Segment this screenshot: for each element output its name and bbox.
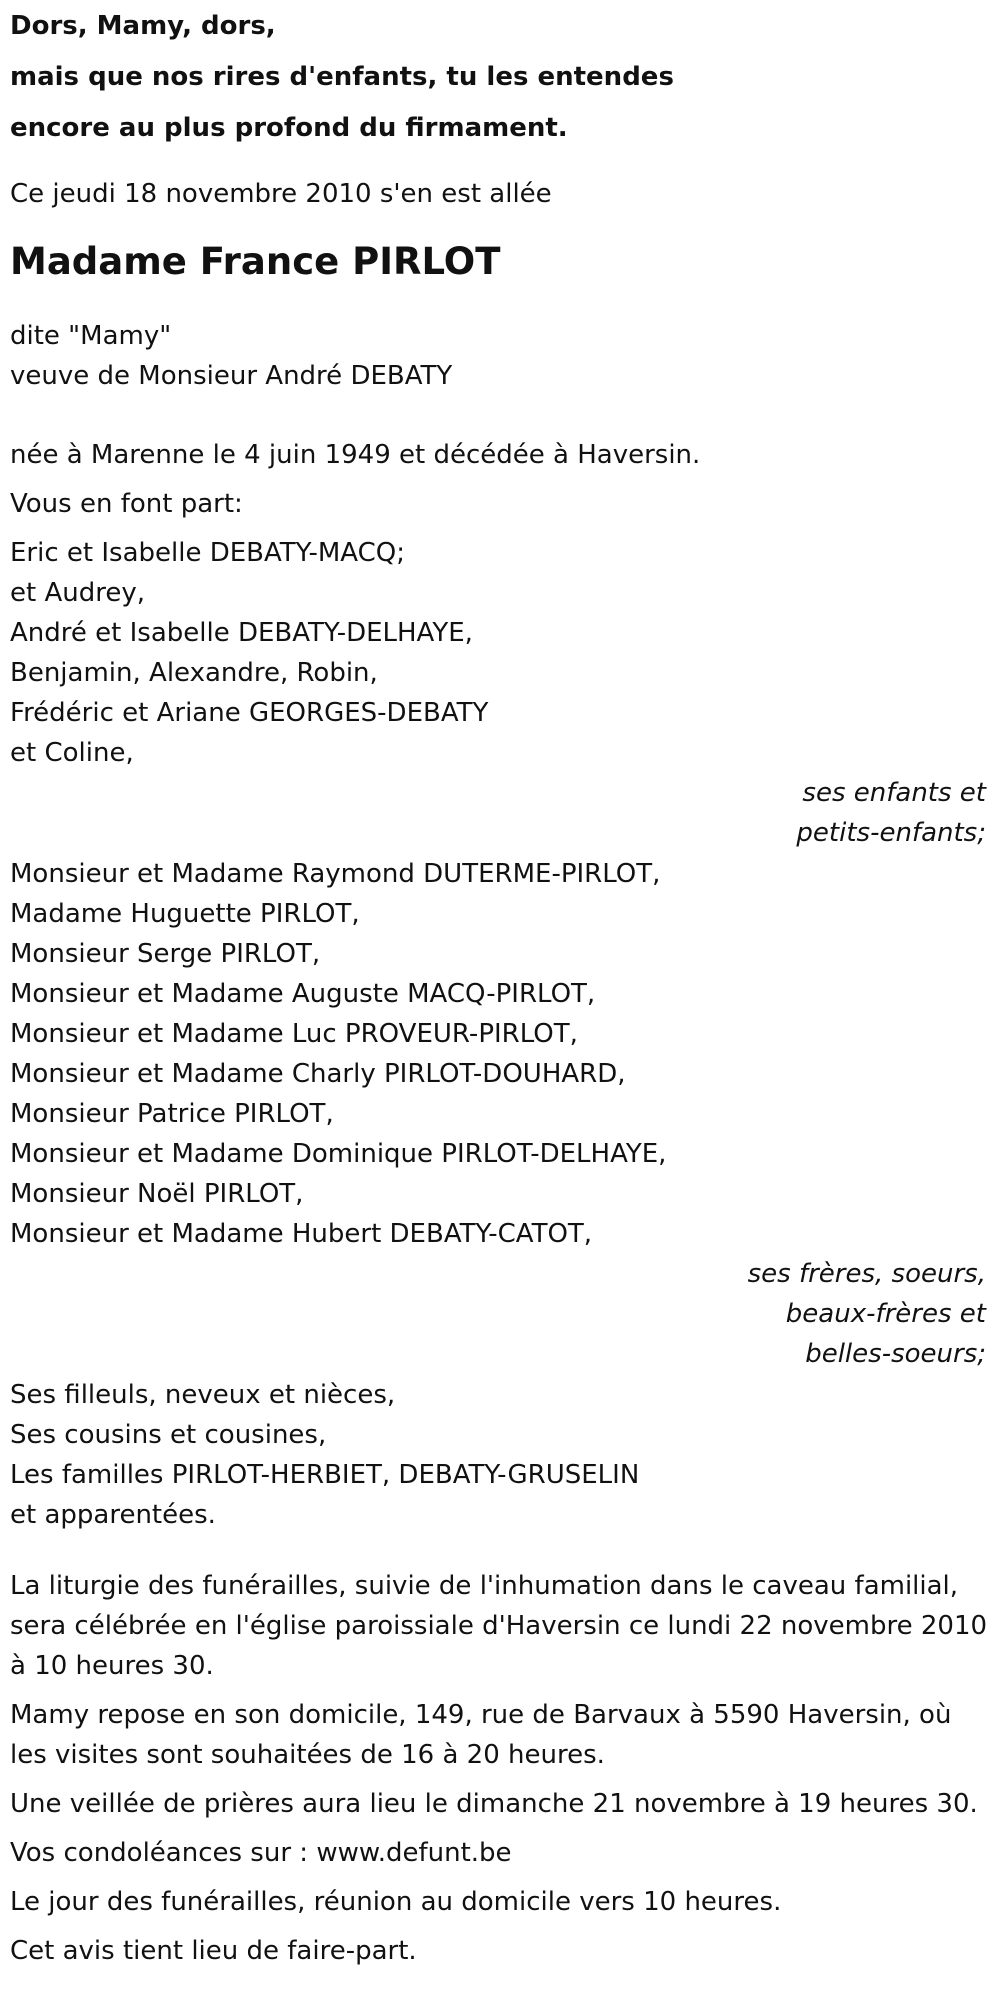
- children-list: [10, 533, 990, 773]
- liturgy-paragraph: [10, 1566, 990, 1686]
- siblings-list: [10, 854, 990, 1254]
- relation-line: beaux-frères et: [785, 1299, 986, 1329]
- list-item: Monsieur et Madame Raymond DUTERME-PIRLOT,: [10, 859, 661, 889]
- list-item: Eric et Isabelle DEBATY-MACQ;: [10, 538, 405, 568]
- announcement: Ce jeudi 18 novembre 2010 s'en est allée: [10, 179, 552, 209]
- deceased-name: Madame France PIRLOT: [10, 240, 501, 283]
- list-item: Monsieur et Madame Auguste MACQ-PIRLOT,: [10, 979, 596, 1009]
- relation-line: ses frères, soeurs,: [747, 1259, 986, 1289]
- paragraph-line: Une veillée de prières aura lieu le dimanche 21 novembre à 19 heures 30.: [10, 1789, 978, 1819]
- poem-line: encore au plus profond du firmament.: [10, 113, 568, 143]
- list-item: Monsieur et Madame Hubert DEBATY-CATOT,: [10, 1219, 593, 1249]
- paragraph-line: sera célébrée en l'église paroissiale d'Haversin ce lundi 22 novembre 2010: [10, 1611, 988, 1641]
- intro: Vous en font part:: [10, 489, 243, 519]
- list-item: Frédéric et Ariane GEORGES-DEBATY: [10, 698, 489, 728]
- widow-of: veuve de Monsieur André DEBATY: [10, 361, 453, 391]
- children-relation: [10, 773, 990, 853]
- alias-block: [10, 316, 990, 396]
- list-item: André et Isabelle DEBATY-DELHAYE,: [10, 618, 473, 648]
- paragraph-line: Cet avis tient lieu de faire-part.: [10, 1936, 417, 1966]
- paragraph-line: les visites sont souhaitées de 16 à 20 heures.: [10, 1740, 605, 1770]
- list-item: Benjamin, Alexandre, Robin,: [10, 658, 378, 688]
- other-relatives: [10, 1375, 990, 1535]
- list-item: Madame Huguette PIRLOT,: [10, 899, 360, 929]
- poem-line: Dors, Mamy, dors,: [10, 11, 276, 41]
- list-item: Monsieur Serge PIRLOT,: [10, 939, 321, 969]
- list-item: Monsieur Noël PIRLOT,: [10, 1179, 304, 1209]
- list-item: Les familles PIRLOT-HERBIET, DEBATY-GRUSELIN: [10, 1460, 640, 1490]
- rest-paragraph: [10, 1695, 990, 1775]
- birth-death: née à Marenne le 4 juin 1949 et décédée à Haversin.: [10, 440, 701, 470]
- list-item: Monsieur et Madame Dominique PIRLOT-DELHAYE,: [10, 1139, 667, 1169]
- list-item: Monsieur Patrice PIRLOT,: [10, 1099, 334, 1129]
- list-item: Monsieur et Madame Charly PIRLOT-DOUHARD,: [10, 1059, 626, 1089]
- relation-line: belles-soeurs;: [805, 1339, 986, 1369]
- obituary-notice: [10, 0, 990, 1971]
- paragraph-line: La liturgie des funérailles, suivie de l'inhumation dans le caveau familial,: [10, 1571, 959, 1601]
- paragraph-line: Vos condoléances sur : www.defunt.be: [10, 1838, 512, 1868]
- list-item: et Coline,: [10, 738, 134, 768]
- list-item: Ses cousins et cousines,: [10, 1420, 327, 1450]
- siblings-relation: [10, 1254, 990, 1374]
- poem: [10, 1, 990, 154]
- condolences-paragraph: [10, 1833, 990, 1873]
- paragraph-line: à 10 heures 30.: [10, 1651, 214, 1681]
- list-item: Monsieur et Madame Luc PROVEUR-PIRLOT,: [10, 1019, 578, 1049]
- relation-line: petits-enfants;: [796, 818, 986, 848]
- paragraph-line: Le jour des funérailles, réunion au domicile vers 10 heures.: [10, 1887, 782, 1917]
- notice-paragraph: [10, 1931, 990, 1971]
- poem-line: mais que nos rires d'enfants, tu les entendes: [10, 62, 674, 92]
- vigil-paragraph: [10, 1784, 990, 1824]
- list-item: Ses filleuls, neveux et nièces,: [10, 1380, 396, 1410]
- paragraph-line: Mamy repose en son domicile, 149, rue de Barvaux à 5590 Haversin, où: [10, 1700, 952, 1730]
- relation-line: ses enfants et: [802, 778, 986, 808]
- nickname: dite "Mamy": [10, 321, 172, 351]
- gathering-paragraph: [10, 1882, 990, 1922]
- list-item: et Audrey,: [10, 578, 145, 608]
- list-item: et apparentées.: [10, 1500, 216, 1530]
